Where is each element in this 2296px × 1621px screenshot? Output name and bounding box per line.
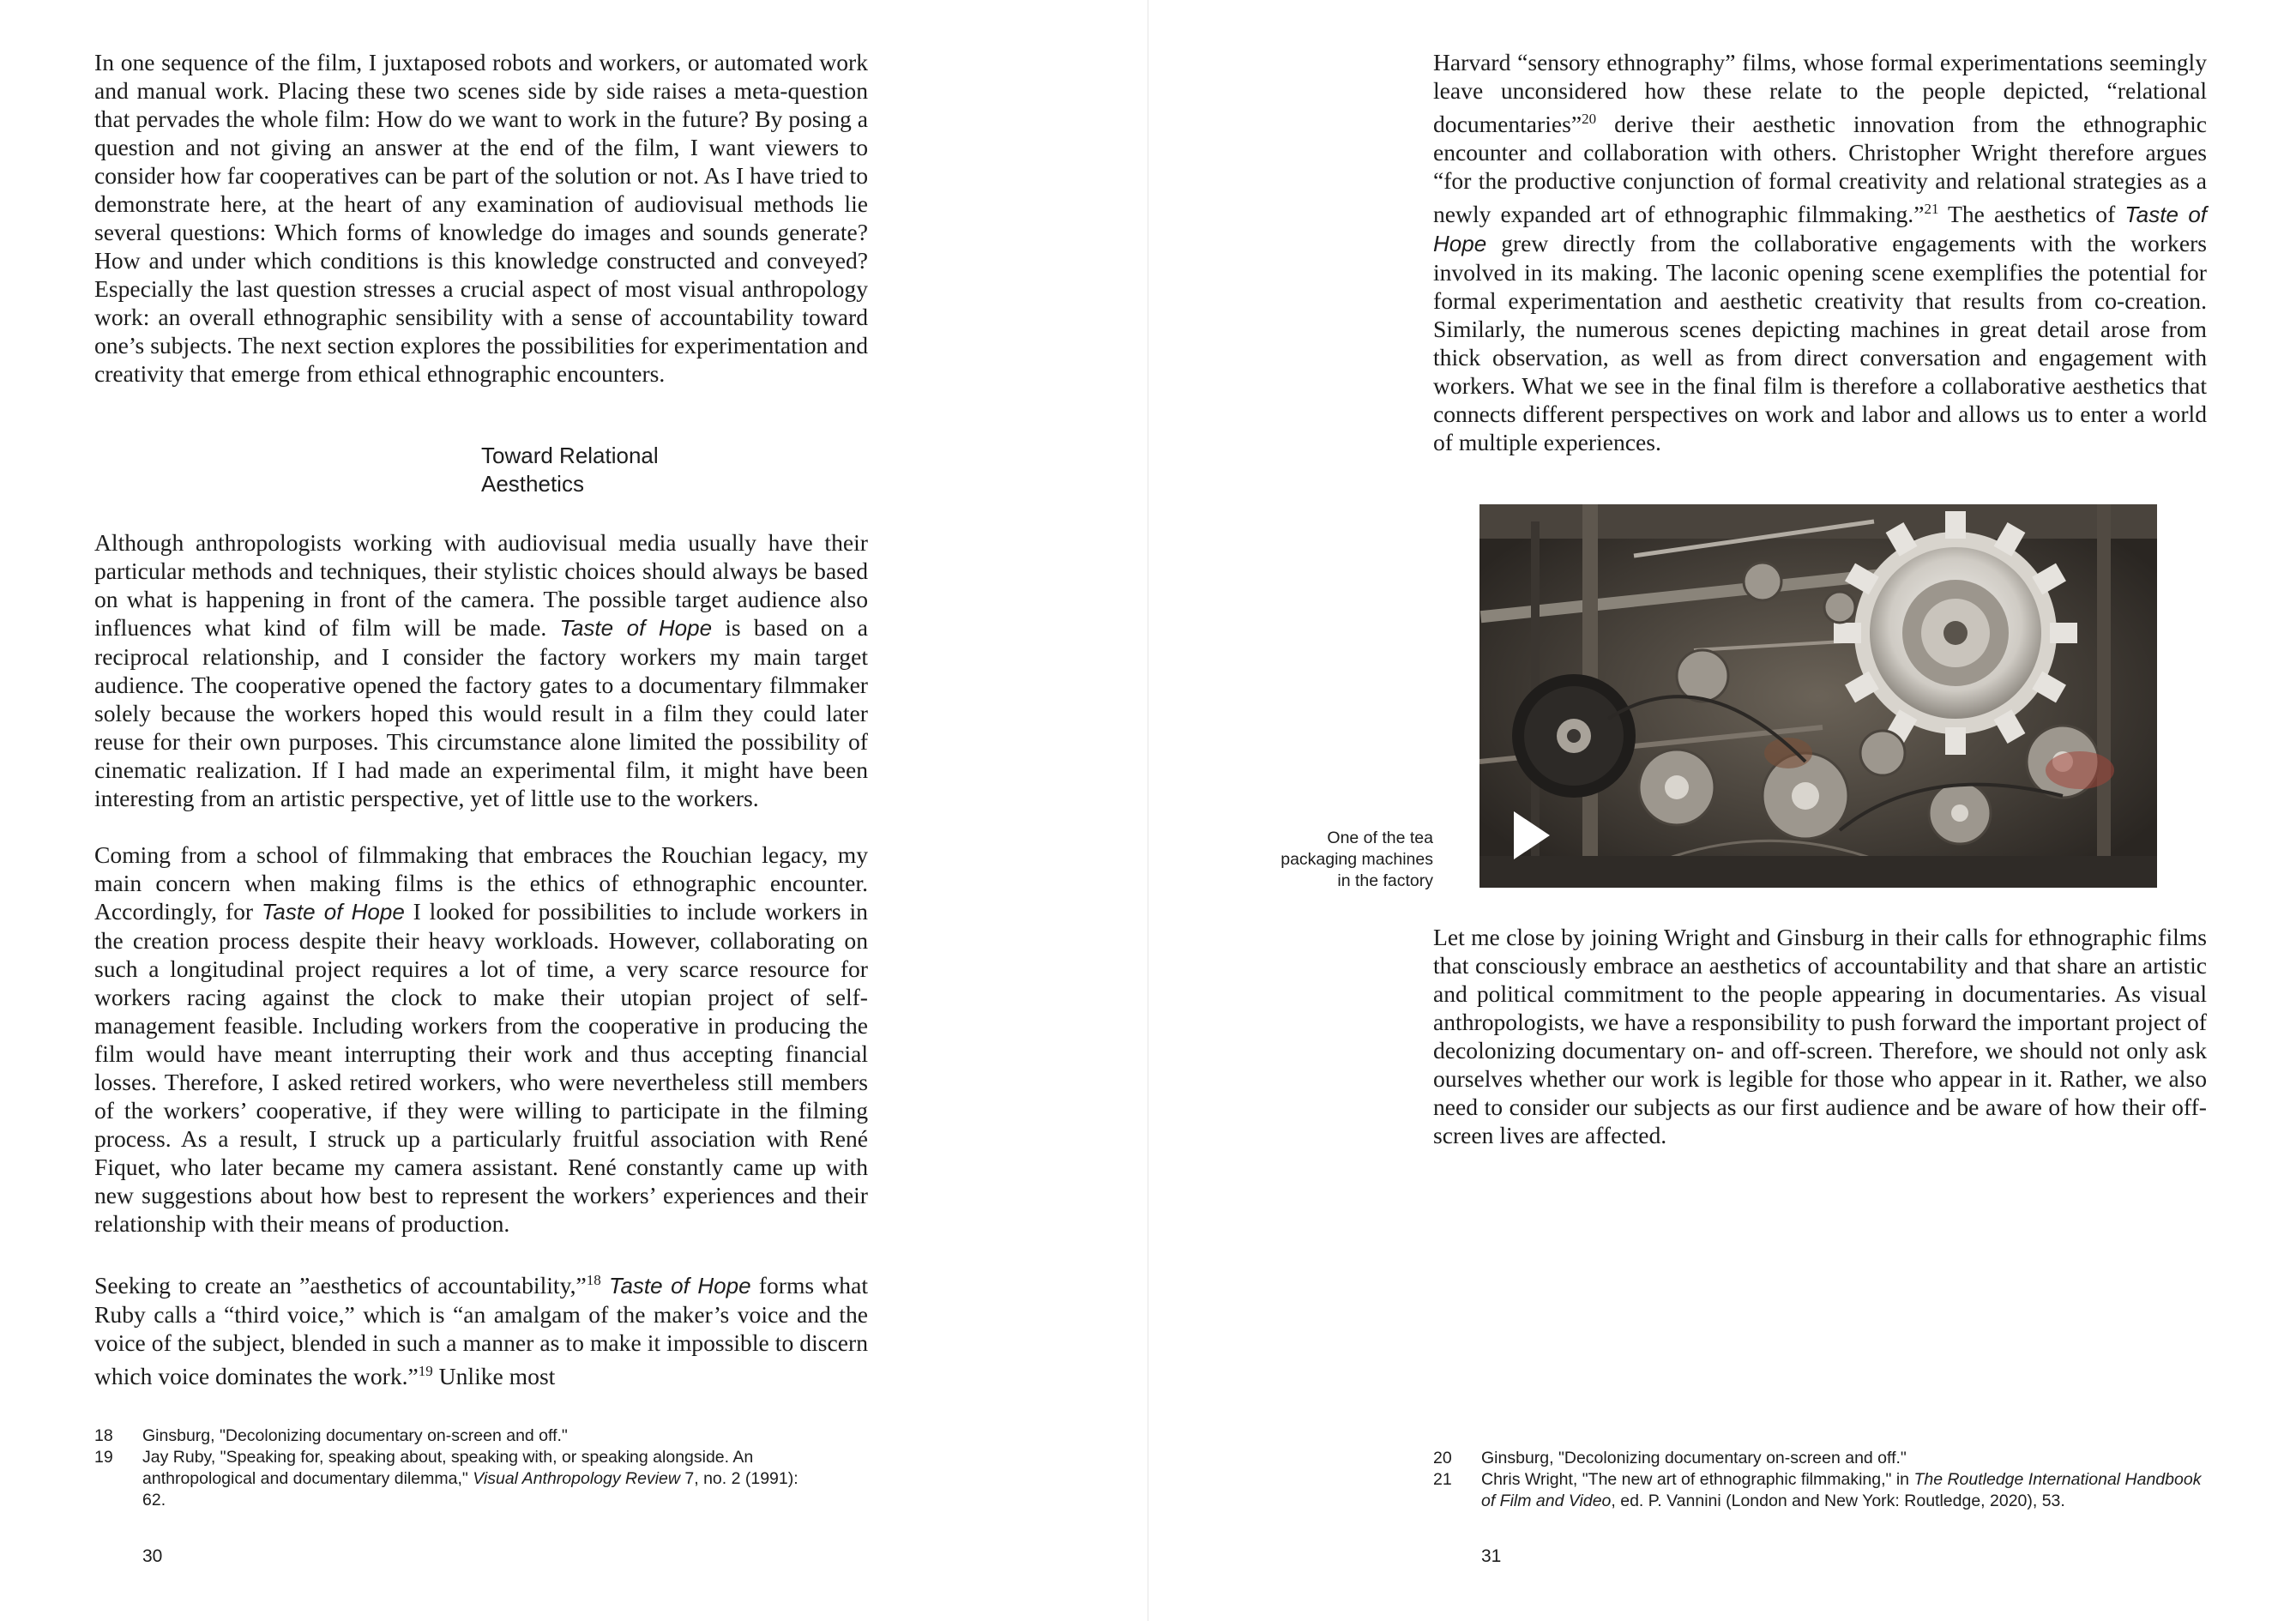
right-paragraph-1: Harvard “sensory ethnography” films, whose formal experimentations seemingly leave unconsidered how these relate to the people depicted, “relational documentaries”$^{20}$ derive their aesthetic innovation from the ethnographic encounter and collaboration with others. Christopher Wright therefore argues “for the productive conjunction of formal creativity and relational strategies as a newly expanded art of ethnographic filmmaking.”$^{21}$ The aesthetics of Taste of Hope grew directly from the collaborative engagements with the workers involved in its making. The laconic opening scene exemplifies the potential for formal experimentation and aesthetic creativity that results from co-creation. Similarly, the numerous scenes depicting machines in great detail arose from thick observation, as well as from direct conversation and engagement with workers. What we see in the final film is therefore a collaborative aesthetics that connects different perspectives on work and labor and allows us to enter a world of multiple experiences. [1433, 49, 2208, 456]
film-title: Taste of Hope [1433, 202, 2208, 257]
footnote-ref-20: 20 [1582, 111, 1597, 127]
section-heading [481, 442, 659, 498]
section-heading-line-2: Aesthetics [481, 471, 584, 497]
figure-caption: One of the tea packaging machines in the factory [1281, 829, 1433, 890]
footnote-ref-21: 21 [1924, 201, 1939, 218]
right-body-top [1433, 48, 2207, 456]
machine-video-still[interactable] [1479, 504, 2157, 888]
page-number-left: 30 [142, 1546, 163, 1566]
right-body-bottom [1433, 923, 2207, 1149]
footnote-ref-19: 19 [418, 1363, 433, 1380]
left-paragraph-4: Seeking to create an ”aesthetics of accountability,”$^{18}$ Taste of Hope forms what Ruby calls a “third voice,” which is “an amalgam of the maker’s voice and the voice of the subject, blended in such a manner as to make it impossible to discern which voice dominates the work.”$^{19}$ Unlike most [94, 1272, 869, 1390]
machine-photo [1479, 504, 2157, 888]
footnote-20: 20 Ginsburg, "Decolonizing documentary on-screen and off." [1433, 1449, 1907, 1467]
left-paragraph-3: Coming from a school of filmmaking that embraces the Rouchian legacy, my main concern when making films is the ethics of ethnographic encounter. Accordingly, for Taste of Hope I looked for possibilities to include workers in the creation process despite their heavy workloads. However, collaborating on such a longitudinal project requires a lot of time, a very scarce resource for workers racing against the clock to make their utopian project of self-management feasible. Including workers from the cooperative in producing the film would have meant interrupting their work and thus accepting financial losses. Therefore, I asked retired workers, who were nevertheless still members of the workers’ cooperative, if they were willing to participate in the filming process. As a result, I struck up a particularly fruitful association with René Fiquet, who later became my camera assistant. René constantly came up with new suggestions about how best to represent the workers’ experiences and their relationship with their means of production. [94, 841, 868, 1237]
left-paragraph-2: Although anthropologists working with audiovisual media usually have their particular methods and techniques, their stylistic choices should always be based on what is happening in front of the camera. The possible target audience also influences what kind of film will be made. Taste of Hope is based on a reciprocal relationship, and I consider the factory workers my main target audience. The cooperative opened the factory gates to a documentary filmmaker solely because the workers hoped this would result in a film they could later reuse for their own purposes. This circumstance alone limited the possibility of cinematic realization. If I had made an experimental film, it might have been interesting from an artistic perspective, yet of little use to the workers. [94, 529, 868, 811]
left-body-main [94, 528, 868, 1390]
play-button[interactable] [1514, 811, 1550, 859]
page-number-right: 31 [1481, 1546, 1502, 1566]
footnote-21: 21 Chris Wright, "The new art of ethnographic filmmaking," in The Routledge International Handbook of Film and Video, ed. P. Vannini (London and New York: Routledge, 2020), 53. [1433, 1470, 2202, 1510]
left-paragraph-1: In one sequence of the film, I juxtaposed robots and workers, or automated work and manual work. Placing these two scenes side by side raises a meta-question that pervades the whole film: How do we want to work in the future? By posing a question and not giving an answer at the end of the film, I want viewers to consider how far cooperatives can be part of the solution or not. As I have tried to demonstrate here, at the heart of any examination of audiovisual methods lie several questions: Which forms of knowledge do images and sounds generate? How and under which conditions is this knowledge constructed and conveyed? Especially the last question stresses a crucial aspect of most visual anthropology work: an overall ethnographic sensibility with a sense of accountability toward one’s subjects. The next section explores the possibilities for experimentation and creativity that emerge from ethical ethnographic encounters. [94, 49, 868, 387]
film-title: Taste of Hope [261, 899, 405, 925]
film-title: Taste of Hope [559, 615, 713, 641]
right-footnotes [1433, 1448, 2214, 1512]
footnote-19: 19 Jay Ruby, "Speaking for, speaking about, speaking with, or speaking alongside. An anthropological and documentary dilemma," Visual Anthropology Review 7, no. 2 (1991): 62. [94, 1448, 798, 1510]
left-footnotes [94, 1425, 823, 1511]
footnote-18: 18 Ginsburg, "Decolonizing documentary on-screen and off." [94, 1426, 568, 1445]
right-paragraph-2: Let me close by joining Wright and Ginsburg in their calls for ethnographic films that consciously embrace an aesthetics of accountability and that share an artistic and political commitment to the people appearing in documentaries. As visual anthropologists, we have a responsibility to push forward the important project of decolonizing documentary on- and off-screen. Therefore, we should not only ask ourselves whether our work is legible for those who appear in it. Rather, we also need to consider our subjects as our first audience and be aware of how their off-screen lives are affected. [1433, 924, 2207, 1148]
footnote-ref-18: 18 [586, 1272, 601, 1288]
film-title: Taste of Hope [608, 1273, 751, 1299]
left-body-top [94, 48, 868, 388]
section-heading-line-1: Toward Relational [481, 443, 659, 468]
